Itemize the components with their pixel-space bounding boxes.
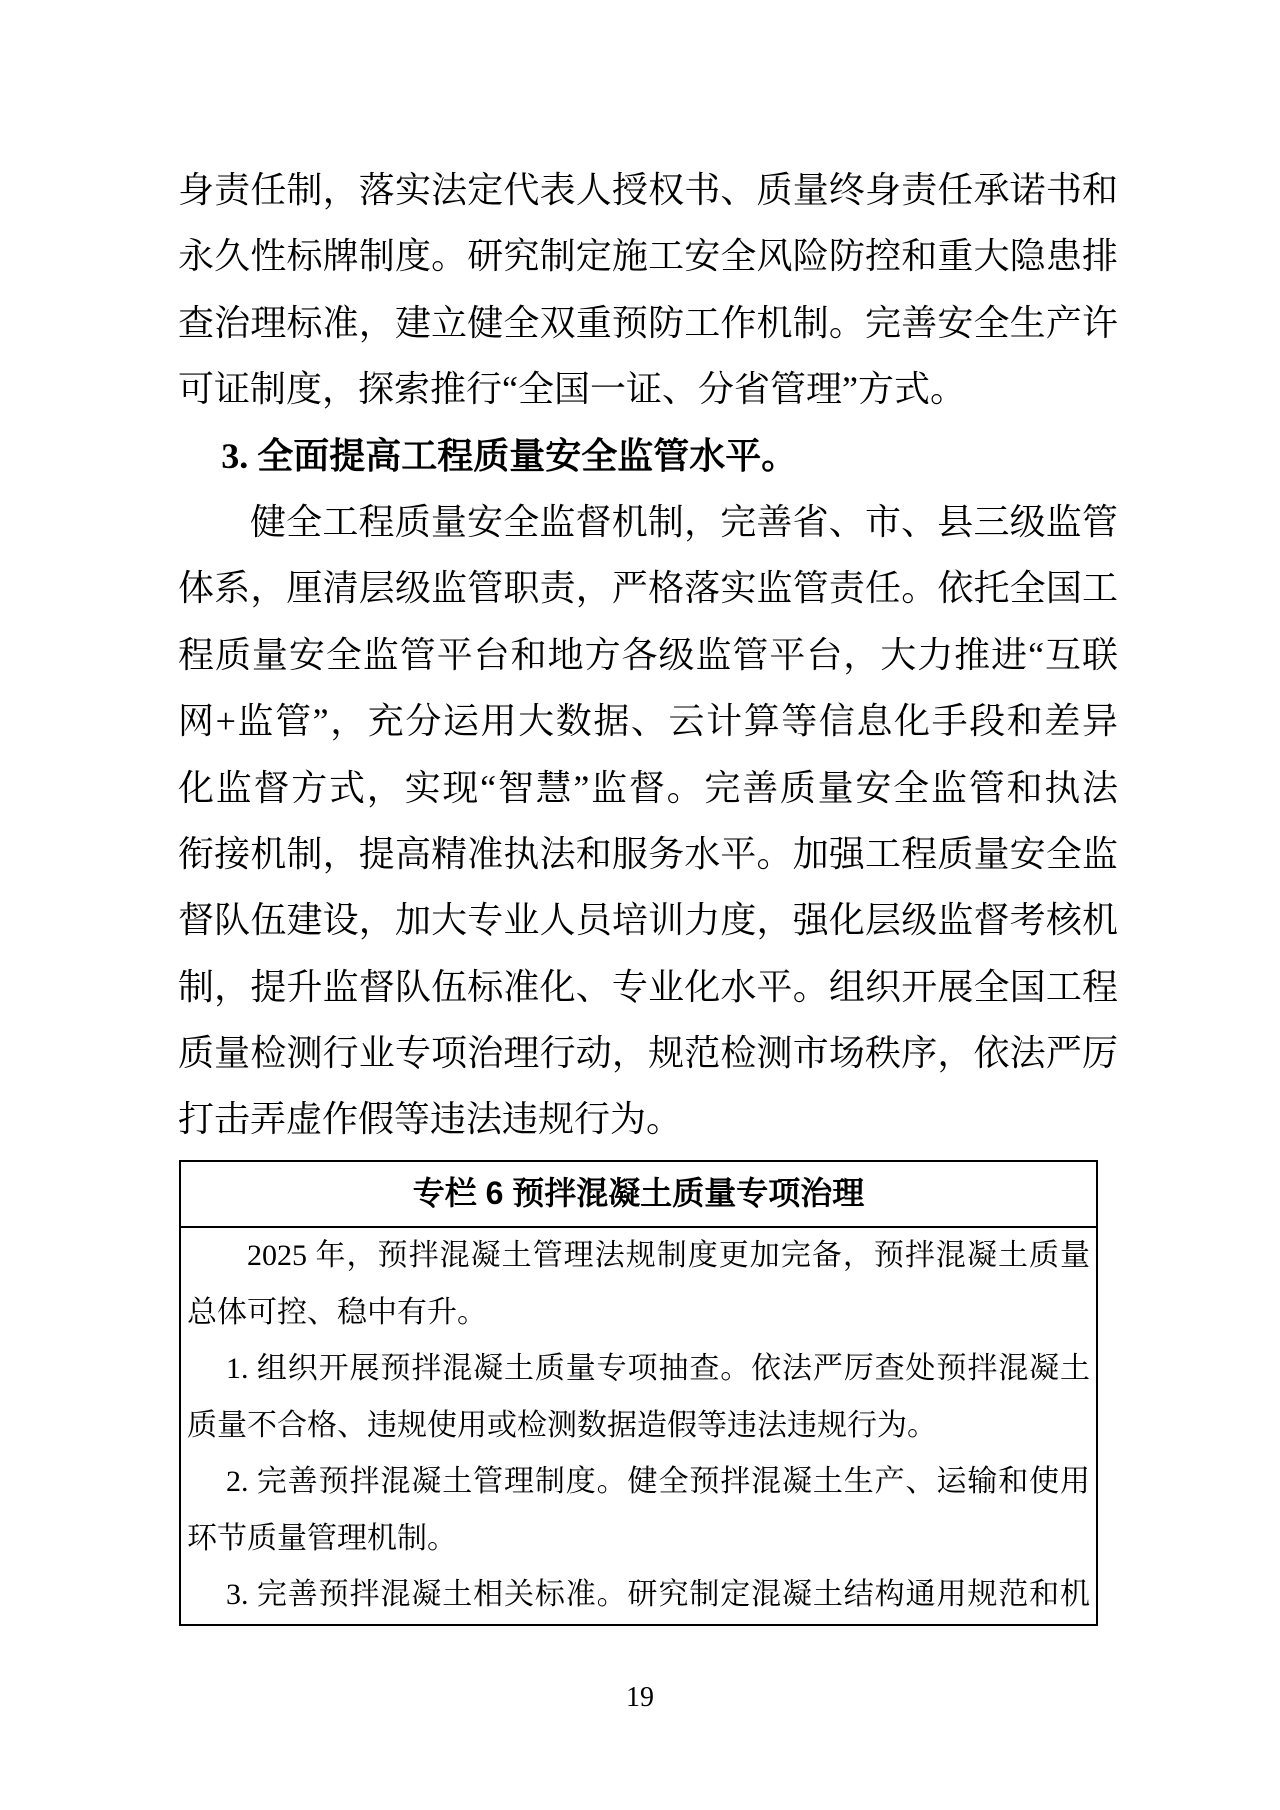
callout-line: 1. 组织开展预拌混凝土质量专项抽查。依法严厉查处预拌混凝土 xyxy=(226,1352,1090,1385)
callout-line: 环节质量管理机制。 xyxy=(187,1521,457,1555)
callout-line: 3. 完善预拌混凝土相关标准。研究制定混凝土结构通用规范和机 xyxy=(226,1578,1090,1611)
body-line: 可证制度，探索推行“全国一证、分省管理”方式。 xyxy=(178,369,966,410)
body-line: 网+监管”，充分运用大数据、云计算等信息化手段和差异 xyxy=(178,701,1118,742)
body-line: 程质量安全监管平台和地方各级监管平台，大力推进“互联 xyxy=(178,634,1118,675)
body-line: 体系，厘清层级监管职责，严格落实监管责任。依托全国工 xyxy=(178,568,1118,609)
page-number: 19 xyxy=(626,1682,654,1713)
callout-line: 2. 完善预拌混凝土管理制度。健全预拌混凝土生产、运输和使用 xyxy=(226,1465,1090,1498)
body-line: 化监督方式，实现“智慧”监督。完善质量安全监管和执法 xyxy=(178,767,1118,808)
callout-box-body xyxy=(181,1228,1096,1624)
body-line: 打击弄虚作假等违法违规行为。 xyxy=(178,1099,683,1140)
section-heading: 3. 全面提高工程质量安全监管水平。 xyxy=(221,435,798,476)
callout-line: 2025 年，预拌混凝土管理法规制度更加完备，预拌混凝土质量 xyxy=(247,1239,1090,1272)
callout-line: 质量不合格、违规使用或检测数据造假等违法违规行为。 xyxy=(187,1408,937,1442)
body-line: 查治理标准，建立健全双重预防工作机制。完善安全生产许 xyxy=(178,302,1118,343)
body-text xyxy=(178,157,1118,1153)
body-line: 质量检测行业专项治理行动，规范检测市场秩序，依法严厉 xyxy=(178,1033,1118,1074)
body-line: 制，提升监督队伍标准化、专业化水平。组织开展全国工程 xyxy=(178,966,1118,1007)
callout-box-title: 专栏 6 预拌混凝土质量专项治理 xyxy=(181,1162,1096,1228)
body-line: 身责任制，落实法定代表人授权书、质量终身责任承诺书和 xyxy=(178,170,1118,210)
body-line: 健全工程质量安全监督机制，完善省、市、县三级监管 xyxy=(250,501,1118,542)
body-line: 督队伍建设，加大专业人员培训力度，强化层级监督考核机 xyxy=(178,900,1118,941)
callout-line: 总体可控、稳中有升。 xyxy=(187,1295,487,1329)
body-line: 衔接机制，提高精准执法和服务水平。加强工程质量安全监 xyxy=(178,833,1118,874)
callout-box xyxy=(179,1160,1098,1626)
body-line: 永久性标牌制度。研究制定施工安全风险防控和重大隐患排 xyxy=(178,236,1118,277)
